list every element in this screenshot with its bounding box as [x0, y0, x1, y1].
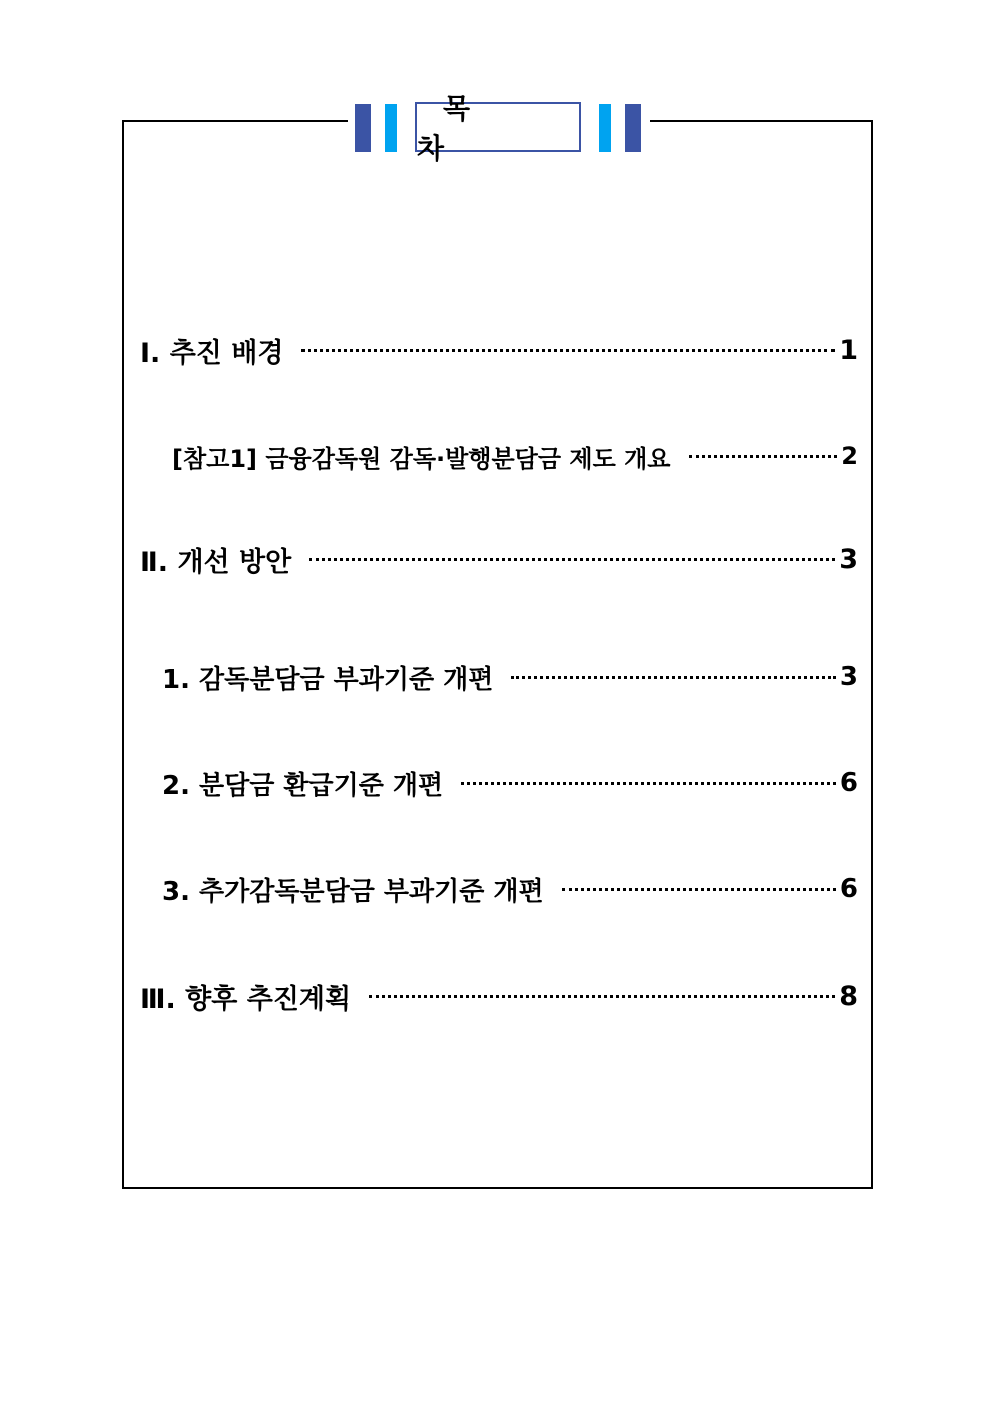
toc-entry-reference-1[interactable] — [172, 434, 858, 478]
toc-entry-page: 6 — [839, 874, 858, 904]
toc-entry-sub-2[interactable] — [162, 761, 858, 805]
toc-leader-dots — [689, 455, 838, 458]
decor-bar-left-outer — [355, 104, 371, 152]
toc-entry-future-plan[interactable] — [140, 974, 858, 1018]
toc-leader-dots — [309, 558, 835, 561]
toc-entry-page: 6 — [839, 768, 858, 798]
toc-entry-label: 3. 추가감독분담금 부과기준 개편 — [162, 876, 544, 907]
toc-entry-page: 3 — [839, 543, 858, 575]
toc-entry-label: Ⅱ. 개선 방안 — [140, 546, 292, 578]
toc-entry-label: 1. 감독분담금 부과기준 개편 — [162, 664, 494, 695]
toc-entry-label: Ⅲ. 향후 추진계획 — [140, 983, 352, 1015]
toc-leader-dots — [301, 349, 835, 352]
decor-bar-right-outer — [625, 104, 641, 152]
toc-entry-improvement-plan[interactable] — [140, 537, 858, 581]
toc-entry-page: 3 — [839, 662, 858, 692]
toc-leader-dots — [461, 782, 836, 785]
toc-title: 목 차 — [415, 102, 581, 152]
decor-bar-right-inner — [599, 104, 611, 152]
toc-entry-background[interactable] — [140, 328, 858, 372]
toc-entry-label: [참고1] 금융감독원 감독·발행분담금 제도 개요 — [172, 444, 671, 473]
toc-entry-label: 2. 분담금 환급기준 개편 — [162, 770, 444, 801]
toc-entry-page: 2 — [841, 442, 858, 470]
toc-leader-dots — [511, 676, 836, 679]
toc-leader-dots — [562, 888, 836, 891]
toc-entry-page: 8 — [839, 980, 858, 1012]
toc-header — [348, 92, 650, 165]
toc-entry-sub-1[interactable] — [162, 655, 858, 699]
toc-entry-page: 1 — [839, 334, 858, 366]
toc-entry-sub-3[interactable] — [162, 867, 858, 911]
decor-bar-left-inner — [385, 104, 397, 152]
toc-entry-label: Ⅰ. 추진 배경 — [140, 337, 284, 369]
toc-leader-dots — [369, 995, 835, 998]
